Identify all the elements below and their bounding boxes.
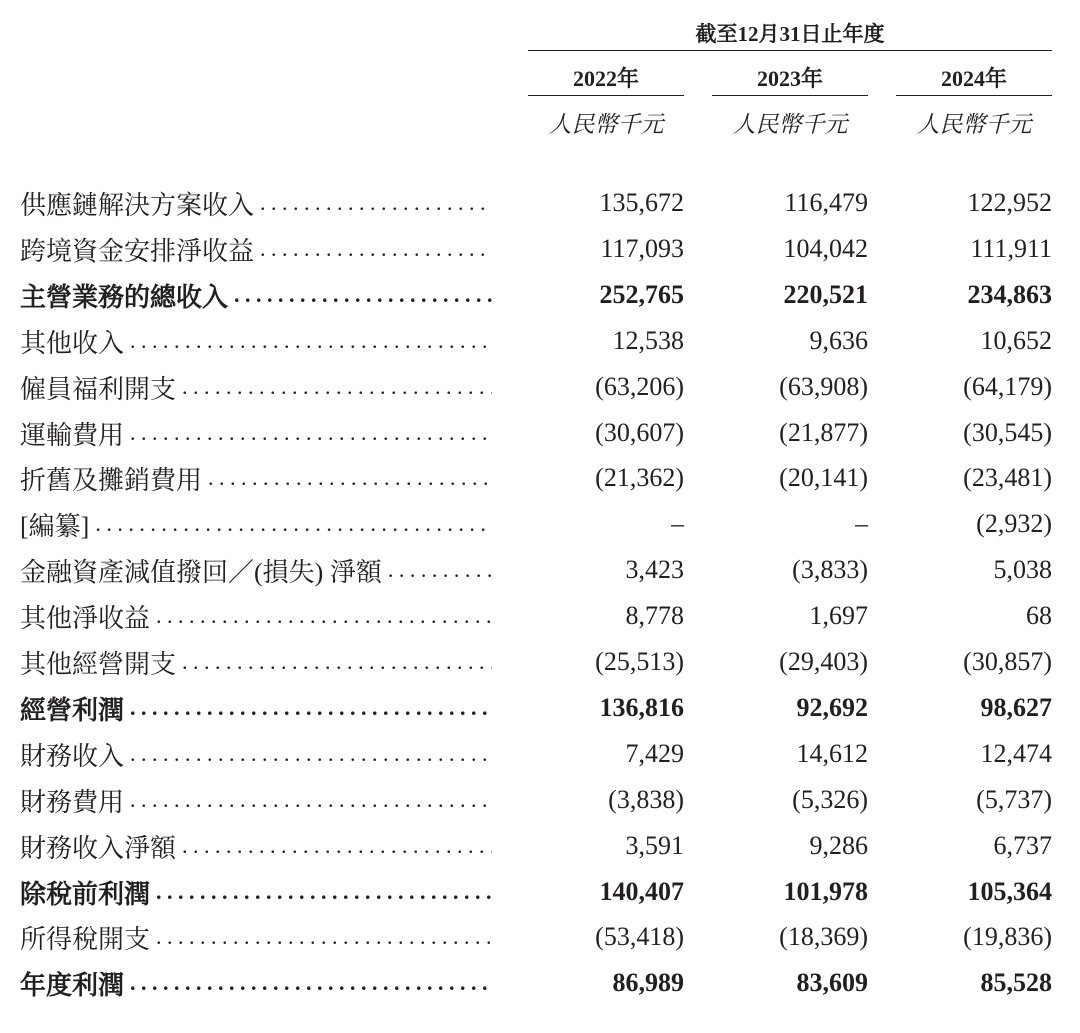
dot-leader [182, 649, 492, 675]
value-2022: 135,672 [599, 188, 684, 217]
row-label-cell [20, 917, 492, 957]
unit-label-2023: 人民幣千元 [732, 112, 848, 137]
value-2024: (19,836) [963, 922, 1052, 951]
value-2023: (18,369) [779, 922, 868, 951]
row-label: 供應鏈解決方案收入 [20, 190, 255, 220]
dot-leader [388, 557, 492, 583]
row-label-cell [20, 321, 492, 361]
row-label: 折舊及攤銷費用 [20, 465, 203, 495]
value-2022: 7,429 [625, 739, 684, 768]
table-row [0, 780, 1080, 820]
value-2023: (21,877) [779, 418, 868, 447]
table-row [0, 504, 1080, 544]
row-label-cell [20, 734, 492, 774]
row-label-cell [20, 872, 492, 912]
dot-leader [234, 282, 492, 308]
dot-leader [95, 511, 492, 537]
row-label-cell [20, 826, 492, 866]
value-2023: 220,521 [783, 280, 868, 309]
value-2024: 98,627 [980, 693, 1052, 722]
value-2023: 83,609 [796, 968, 868, 997]
table-row [0, 367, 1080, 407]
table-row [0, 872, 1080, 912]
value-2022: (30,607) [595, 418, 684, 447]
year-rule-2022 [528, 95, 684, 96]
value-2022: (3,838) [608, 785, 684, 814]
dot-leader [182, 833, 492, 859]
row-label: 財務收入淨額 [20, 833, 177, 863]
value-2023: 101,978 [783, 877, 868, 906]
value-2024: 234,863 [967, 280, 1052, 309]
value-2024: 122,952 [967, 188, 1052, 217]
value-2023: (63,908) [779, 372, 868, 401]
year-rule-2023 [712, 95, 868, 96]
value-2024: (30,545) [963, 418, 1052, 447]
table-row [0, 458, 1080, 498]
row-label: 除稅前利潤 [20, 879, 151, 909]
table-row [0, 183, 1080, 223]
dot-leader [130, 741, 492, 767]
row-label: 經營利潤 [20, 695, 125, 725]
value-2022: (63,206) [595, 372, 684, 401]
year-rule-2024 [896, 95, 1052, 96]
table-row [0, 734, 1080, 774]
row-label-cell [20, 458, 492, 498]
value-2024: 105,364 [967, 877, 1052, 906]
value-2022: 117,093 [600, 234, 684, 263]
value-2024: (23,481) [963, 463, 1052, 492]
dot-leader [130, 970, 492, 996]
year-header-2024: 2024年 [940, 66, 1007, 91]
row-label-cell [20, 183, 492, 223]
value-2024: 10,652 [980, 326, 1052, 355]
row-label-cell [20, 642, 492, 682]
value-2024: (30,857) [963, 647, 1052, 676]
row-label: 僱員福利開支 [20, 374, 177, 404]
value-2022: 12,538 [612, 326, 684, 355]
value-2022: (25,513) [595, 647, 684, 676]
value-2023: (5,326) [792, 785, 868, 814]
table-row [0, 688, 1080, 728]
row-label-cell [20, 596, 492, 636]
table-row [0, 642, 1080, 682]
table-row [0, 963, 1080, 1003]
row-label-cell [20, 367, 492, 407]
unit-label-2024: 人民幣千元 [916, 112, 1032, 137]
dot-leader [260, 236, 492, 262]
value-2024: 68 [1026, 601, 1052, 630]
row-label: 運輸費用 [20, 420, 125, 450]
value-2023: 116,479 [784, 188, 868, 217]
row-label: 年度利潤 [20, 970, 125, 1000]
dot-leader [156, 924, 492, 950]
year-header-2023: 2023年 [756, 66, 823, 91]
value-2023: 9,286 [809, 831, 868, 860]
value-2023: (20,141) [779, 463, 868, 492]
unit-label-2022: 人民幣千元 [548, 112, 664, 137]
dot-leader [156, 603, 492, 629]
value-2022: 3,423 [625, 555, 684, 584]
dot-leader [156, 879, 492, 905]
value-2022: 3,591 [625, 831, 684, 860]
row-label-cell [20, 413, 492, 453]
row-label-cell [20, 688, 492, 728]
table-row [0, 917, 1080, 957]
value-2022: (21,362) [595, 463, 684, 492]
value-2022: 136,816 [599, 693, 684, 722]
value-2023: (3,833) [792, 555, 868, 584]
value-2023: 14,612 [796, 739, 868, 768]
value-2024: 111,911 [970, 234, 1052, 263]
dot-leader [130, 328, 492, 354]
value-2023: 92,692 [796, 693, 868, 722]
row-label: 其他收入 [20, 328, 125, 358]
value-2024: (2,932) [976, 509, 1052, 538]
value-2022: – [671, 509, 684, 538]
value-2024: 12,474 [980, 739, 1052, 768]
dot-leader [130, 787, 492, 813]
value-2024: 85,528 [980, 968, 1052, 997]
row-label: [編纂] [20, 511, 90, 541]
table-row [0, 413, 1080, 453]
row-label: 主營業務的總收入 [20, 282, 229, 312]
value-2023: – [855, 509, 868, 538]
row-label-cell [20, 963, 492, 1003]
value-2022: (53,418) [595, 922, 684, 951]
table-row [0, 826, 1080, 866]
value-2024: (64,179) [963, 372, 1052, 401]
value-2023: 1,697 [809, 601, 868, 630]
value-2022: 86,989 [612, 968, 684, 997]
row-label: 跨境資金安排淨收益 [20, 236, 255, 266]
row-label-cell [20, 780, 492, 820]
dot-leader [260, 190, 492, 216]
row-label-cell [20, 229, 492, 269]
period-rule [528, 50, 1052, 51]
row-label: 其他經營開支 [20, 649, 177, 679]
row-label: 其他淨收益 [20, 603, 151, 633]
table-row [0, 550, 1080, 590]
table-row [0, 321, 1080, 361]
table-row [0, 275, 1080, 315]
row-label: 金融資產減值撥回／(損失) 淨額 [20, 557, 382, 587]
table-row [0, 229, 1080, 269]
table-row [0, 596, 1080, 636]
value-2024: 6,737 [993, 831, 1052, 860]
value-2022: 252,765 [599, 280, 684, 309]
row-label-cell [20, 550, 492, 590]
value-2023: (29,403) [779, 647, 868, 676]
dot-leader [130, 420, 492, 446]
value-2022: 140,407 [599, 877, 684, 906]
value-2024: (5,737) [976, 785, 1052, 814]
row-label: 財務費用 [20, 787, 125, 817]
row-label: 財務收入 [20, 741, 125, 771]
dot-leader [182, 374, 492, 400]
year-header-2022: 2022年 [572, 66, 639, 91]
row-label-cell [20, 275, 492, 315]
value-2022: 8,778 [625, 601, 684, 630]
value-2024: 5,038 [993, 555, 1052, 584]
dot-leader [208, 465, 492, 491]
row-label: 所得稅開支 [20, 924, 151, 954]
row-label-cell [20, 504, 492, 544]
dot-leader [130, 695, 492, 721]
period-header: 截至12月31日止年度 [695, 22, 885, 46]
value-2023: 9,636 [809, 326, 868, 355]
value-2023: 104,042 [783, 234, 868, 263]
